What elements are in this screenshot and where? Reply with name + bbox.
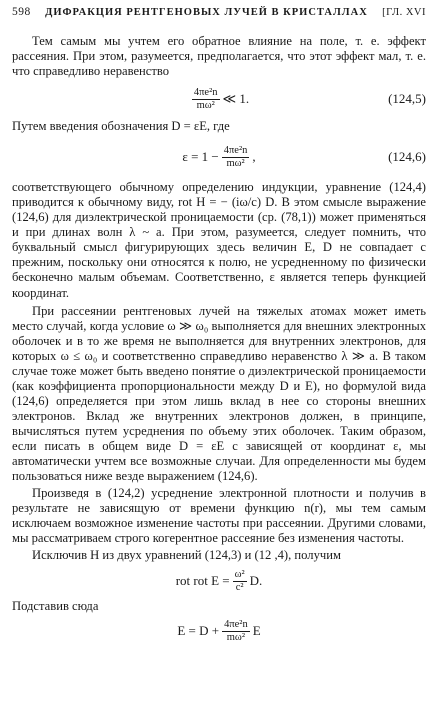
paragraph-2: Путем введения обозначения D = εE, где xyxy=(12,119,230,134)
equation-lhs: ε = 1 − xyxy=(182,149,219,165)
equation-124-6 xyxy=(12,134,426,180)
equation-tag: (124,5) xyxy=(388,91,426,107)
fraction: $\frac{\text{4πe²n}}{\text{mω²}}$ xyxy=(193,86,218,111)
equation-rhs: D. xyxy=(249,573,263,589)
equation-lhs: E = D + xyxy=(177,623,220,639)
equation-rhs: ≪ 1. xyxy=(222,91,250,107)
running-header xyxy=(12,6,426,24)
chapter-label: [ГЛ. XVI xyxy=(382,7,426,18)
paragraph-7: Подставив сюда xyxy=(12,599,99,614)
equation-tag: (124,6) xyxy=(388,149,426,165)
page-number: 598 xyxy=(12,6,31,18)
paragraph-6: Исключив H из двух уравнений (124,3) и (12 ,4), получим xyxy=(32,548,341,563)
paragraph-3: соответствующего обычному определению индукции, уравнение (124,4) приводится к обычному виду, rot H = − (iω/c) D. В этом смысле выражение (124,6) для диэлектрической проницаемости (ср. (78,1)) может применяться и при длинах волн λ ~ a. При этом, разумеется, следует помнить, что буквальный смысл фигурирующих здесь величин E, D не совпадает с прежним, поскольку они относятся к полю, не усредненному по физически бесконечно малым объемам. Соответственно, ε является теперь функцией координат. xyxy=(12,180,426,300)
fraction: $\frac{\text{4πe²n}}{\text{mω²}}$ xyxy=(223,144,248,169)
equation-rhs: E xyxy=(252,623,261,639)
equation-124-5 xyxy=(12,79,426,119)
equation-lhs: rot rot E = xyxy=(175,573,230,589)
equation-substitution xyxy=(12,614,426,648)
fraction: $\frac{\text{4πe²n}}{\text{mω²}}$ xyxy=(224,618,248,643)
running-title: ДИФРАКЦИЯ РЕНТГЕНОВЫХ ЛУЧЕЙ В КРИСТАЛЛАХ xyxy=(45,7,368,18)
fraction: $\frac{\text{ω²}}{\text{c²}}$ xyxy=(234,568,245,593)
paragraph-5: Произведя в (124,2) усреднение электронной плотности и получив в результате не зависящую от времени функцию n(r), мы тем самым исключаем возможное изменение частоты при рассеянии. Другими словами, мы рассматриваем строго когерентное рассеяние без изменения частоты. xyxy=(12,486,426,546)
equation-rhs: , xyxy=(252,149,256,165)
equation-rot-rot xyxy=(12,563,426,599)
paragraph-1: Тем самым мы учтем его обратное влияние на поле, т. е. эффект рассеяния. При этом, разумеется, предполагается, что этот эффект мал, т. е. что справедливо неравенство xyxy=(12,34,426,79)
paragraph-4: При рассеянии рентгеновых лучей на тяжелых атомах может иметь место случай, когда условие ω ≫ ω₀ выполняется для внешних электронных оболочек и в то же время не выполняется для внутренних электронов, для которых ω ≤ ω₀ и соответственно справедливо неравенство λ ≫ a. В таком случае тоже может быть введено понятие о диэлектрической проницаемости (как коэффициента пропорциональности между D и E), но формулой вида (124,6) определяется при этом лишь вклад в нее со стороны внешних электронов. Вклад же внутренних электронов должен, в принципе, вычисляться путем усреднения по объему этих оболочек. Таким образом, если писать в общем виде D = εE с зависящей от координат ε, мы автоматически учтем все возможные случаи. Для определенности мы будем пользоваться ниже везде выражением (124,6). xyxy=(12,303,426,484)
